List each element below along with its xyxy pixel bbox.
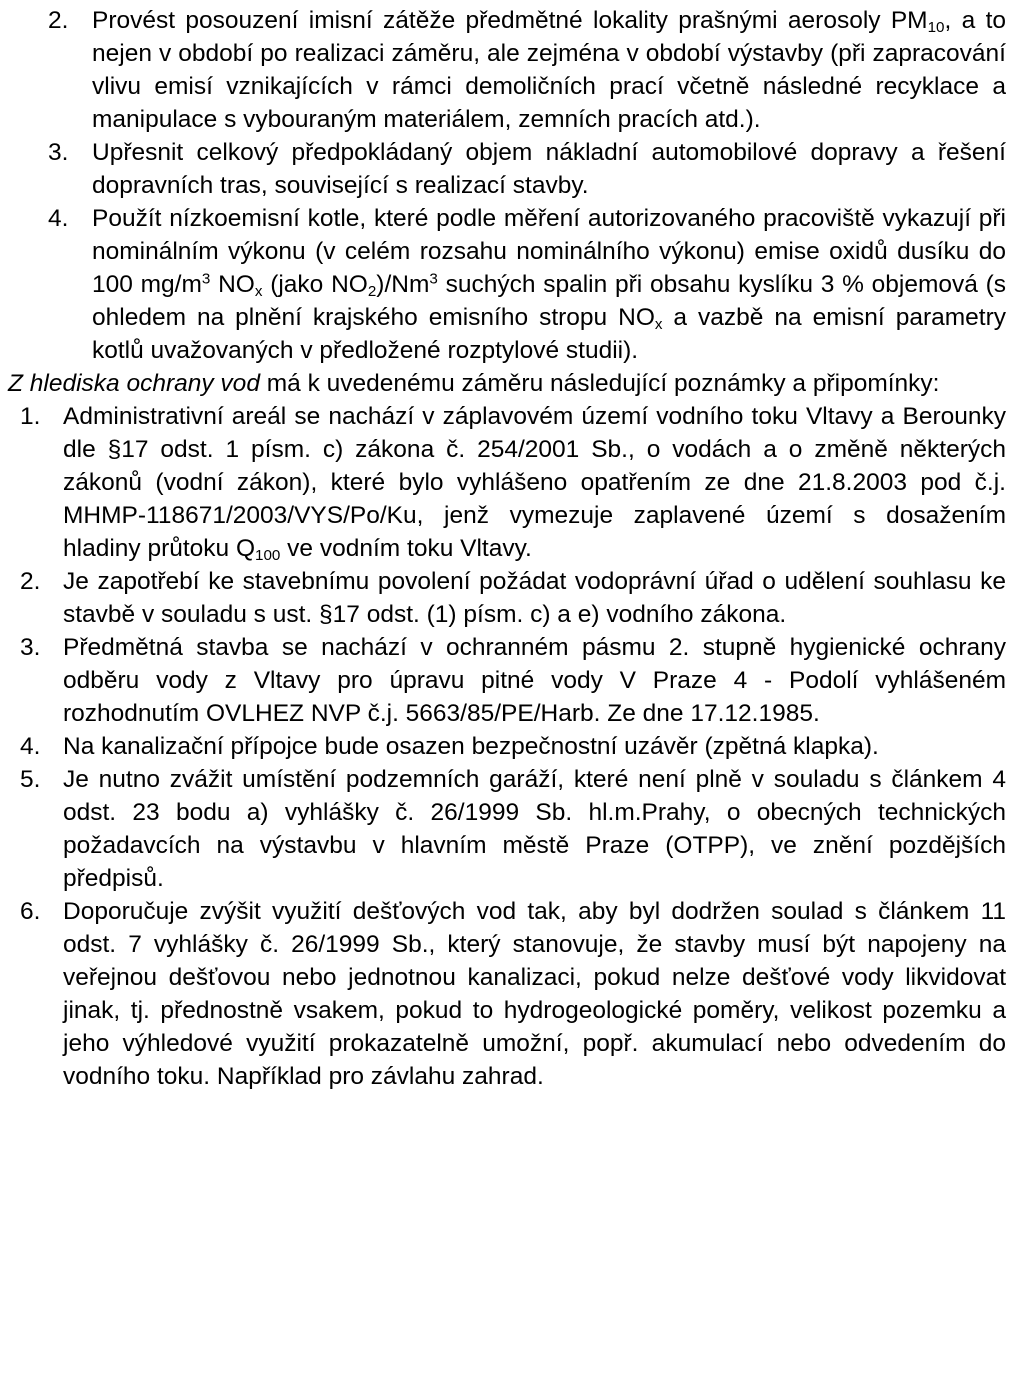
water-section-intro: Z hlediska ochrany vod má k uvedenému záměru následující poznámky a připomínky: [8, 370, 940, 397]
item-text: Upřesnit celkový předpokládaný objem nákladní automobilové dopravy a řešení dopravních tras, související s realizací stavby. [92, 139, 1006, 199]
water-item-1 [8, 400, 1006, 565]
air-item-4 [8, 202, 1006, 367]
item-text: Předmětná stavba se nachází v ochranném pásmu 2. stupně hygienické ochrany odběru vody z Vltavy pro úpravu pitné vody V Praze 4 - Podolí vyhlášeném rozhodnutím OVLHEZ NVP č.j. 5663/85/PE/Harb. Ze dne 17.12.1985. [63, 634, 1006, 727]
item-number: 1. [20, 403, 41, 430]
item-text: Provést posouzení imisní zátěže předmětné lokality prašnými aerosoly $PM_{10}$, a to nejen v období po realizaci záměru, ale zejména v období výstavby (při zapracování vlivu emisí vznikajících v rámci demoličních prací včetně následné recyklace a manipulace s vybouraným materiálem, zemních pracích atd.). [92, 7, 1007, 133]
item-text: Administrativní areál se nachází v záplavovém území vodního toku Vltavy a Berounky dle §17 odst. 1 písm. c) zákona č. 254/2001 Sb., o vodách a o změně některých zákonů (vodní zákon), které bylo vyhlášeno opatřením ze dne 21.8.2003 pod č.j. MHMP-118671/2003/VYS/Po/Ku, jenž vymezuje zaplavené území s dosažením hladiny průtoku $Q_{100}$ ve vodním toku Vltavy. [63, 403, 1006, 564]
water-item-6 [8, 895, 1006, 1093]
item-number: 4. [48, 205, 69, 232]
item-text: Na kanalizační přípojce bude osazen bezpečnostní uzávěr (zpětná klapka). [63, 733, 879, 760]
item-text: Použít nízkoemisní kotle, které podle měření autorizovaného pracoviště vykazují při nominálním výkonu (v celém rozsahu nominálního výkonu) emise oxidů dusíku do 100 $mg/m^3$ $NO_x$ (jako $NO_2)/Nm^3$ suchých spalin při obsahu kyslíku 3 % objemová (s ohledem na plnění krajského emisního stropu $NO_x$ a vazbě na emisní parametry kotlů uvažovaných v předložené rozptylové studii). [92, 205, 1007, 364]
air-item-3 [8, 136, 1006, 202]
item-text: Doporučuje zvýšit využití dešťových vod tak, aby byl dodržen soulad s článkem 11 odst. 7 vyhlášky č. 26/1999 Sb., který stanovuje, že stavby musí být napojeny na veřejnou dešťovou nebo jednotnou kanalizaci, pokud nelze dešťové vody likvidovat jinak, tj. přednostně vsakem, pokud to hydrogeologické poměry, velikost pozemku a jeho výhledové využití prokazatelně umožní, popř. akumulací nebo odvedením do vodního toku. Například pro závlahu zahrad. [63, 898, 1006, 1090]
item-number: 5. [20, 766, 41, 793]
item-number: 3. [20, 634, 41, 661]
item-number: 4. [20, 733, 41, 760]
air-item-2 [8, 4, 1006, 136]
item-text: Je nutno zvážit umístění podzemních garáží, které není plně v souladu s článkem 4 odst. 23 bodu a) vyhlášky č. 26/1999 Sb. hl.m.Prahy, o obecných technických požadavcích na výstavbu v hlavním městě Praze (OTPP), ve znění pozdějších předpisů. [63, 766, 1006, 892]
item-number: 3. [48, 139, 69, 166]
item-number: 6. [20, 898, 41, 925]
water-item-5 [8, 763, 1006, 895]
item-text: Je zapotřebí ke stavebnímu povolení požádat vodoprávní úřad o udělení souhlasu ke stavbě v souladu s ust. §17 odst. (1) písm. c) a e) vodního zákona. [63, 568, 1006, 628]
water-item-2 [8, 565, 1006, 631]
water-item-3 [8, 631, 1006, 730]
item-number: 2. [48, 7, 69, 34]
item-number: 2. [20, 568, 41, 595]
water-item-4 [8, 730, 1006, 763]
water-section-title: Z hlediska ochrany vod [8, 370, 260, 397]
